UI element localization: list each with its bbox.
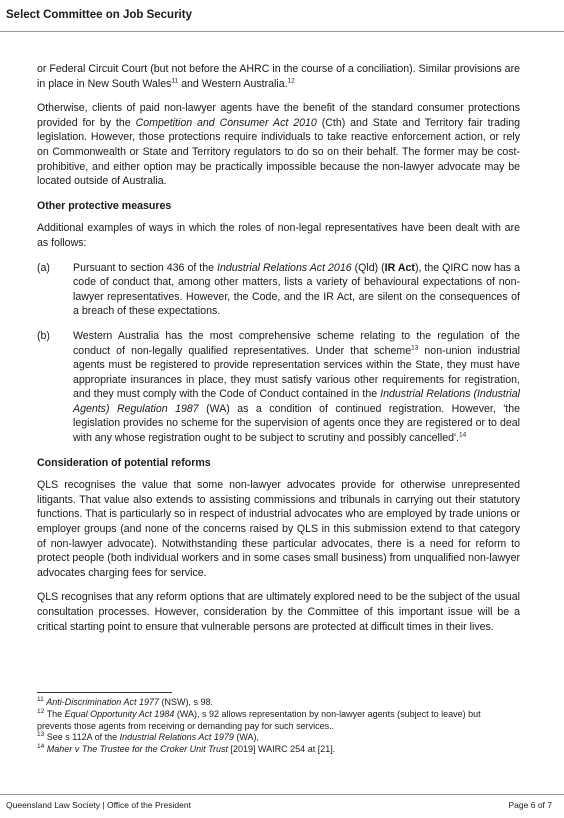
list-item-text: Pursuant to section 436 of the Industrial Relations Act 2016 (Qld) (IR Act), the QIRC now has a code of conduct that, among other matters, lists a variety of behavioural expectations of non-lawyer representatives. However, the Code, and the IR Act, are silent on the consequences of a breach of these expectations. <box>73 261 520 318</box>
footnote-separator <box>37 692 172 693</box>
footer-organisation: Queensland Law Society | Office of the President <box>6 800 191 810</box>
footnote-ref-14[interactable]: 14 <box>458 431 467 439</box>
document-body <box>37 62 520 644</box>
page-header-title: Select Committee on Job Security <box>6 9 192 21</box>
footnote-11: $^{11}$ Anti-Discrimination Act 1977 (NSW), s 98. <box>37 696 213 707</box>
footer-divider <box>0 794 564 795</box>
list-item-b <box>37 329 520 446</box>
footnote-13: $^{13}$ See s 112A of the Industrial Relations Act 1979 (WA), <box>37 731 260 743</box>
paragraph-consumer-protections: Otherwise, clients of paid non-lawyer agents have the benefit of the standard consumer protections provided for by the Competition and Consumer Act 2010 (Cth) and State and Territory fair trading legislation. However, those protections require individuals to take reactive enforcement action, or rely on Commonwealth or State and Territory regulators to do so on their behalf. The former may be cost-prohibitive, and either option may be practically impossible because the non-lawyer advocate may be located outside of Australia. <box>37 102 520 188</box>
paragraph-qls-reform-options: QLS recognises that any reform options that are ultimately explored need to be the subject of the usual consultation processes. However, consideration by the Committee of this important issue will be a critical starting point to ensure that vulnerable persons are protected at difficult times in their lives. <box>37 591 520 633</box>
list-marker: (a) <box>37 261 50 274</box>
footnote-ref-11[interactable]: 11 <box>171 77 179 85</box>
footnote-ref-13[interactable]: 13 <box>411 343 419 351</box>
page-number: Page 6 of 7 <box>508 800 552 810</box>
paragraph-continuation: or Federal Circuit Court (but not before the AHRC in the course of a conciliation). Similar provisions are in place in New South Wales$^{11}$ and Western Australia.$^{12}$ <box>37 63 520 90</box>
paragraph-qls-value: QLS recognises the value that some non-lawyer advocates provide for otherwise unrepresented litigants. That value also extends to assisting commissions and tribunals in carrying out their statutory functions. That is particularly so in respect of industrial advocates who are employed by trade unions or employer groups (and none of the concerns raised by QLS in this submission extend to that category of non-lawyer advocate). Notwithstanding these particular advocates, there is a need for reform to protect people (both individual workers and in some cases small business) from unqualified non-lawyer advocates charging fees for service. <box>37 479 520 579</box>
header-divider <box>0 31 564 32</box>
paragraph-additional-examples: Additional examples of ways in which the roles of non-legal representatives have been dealt with are as follows: <box>37 222 520 249</box>
heading-consideration-of-reforms: Consideration of potential reforms <box>37 456 211 469</box>
footnotes <box>37 697 497 756</box>
list-marker: (b) <box>37 329 50 342</box>
footnote-12: $^{12}$ The Equal Opportunity Act 1984 (WA), s 92 allows representation by non-lawyer agents (subject to leave) but prevents those agents from receiving or demanding pay for such services.. <box>37 707 481 731</box>
act-title: Competition and Consumer Act 2010 <box>135 116 317 129</box>
heading-other-protective-measures: Other protective measures <box>37 199 172 212</box>
footnote-14: $^{14}$ Maher v The Trustee for the Croker Unit Trust [2019] WAIRC 254 at [21]. <box>37 743 336 755</box>
list-item-a <box>37 261 520 319</box>
list-item-text: Western Australia has the most comprehensive scheme relating to the regulation of the conduct of non-legally qualified representatives. Under that scheme$^{13}$ non-union industrial agents must be registered to provide representation services within the State, they must have appropriate insurances in place, they must satisfy various other requirements for registration, and they must comply with the Code of Conduct contained in the Industrial Relations (Industrial Agents) Regulation 1987 (WA) as a condition of continued registration. However, 'the legislation provides no scheme for the supervision of agents once they are registered or to deal with any whose registration ought to be subject to scrutiny and possibly cancelled'.$^{14}$ <box>73 329 520 445</box>
footnote-ref-12[interactable]: 12 <box>287 77 295 85</box>
